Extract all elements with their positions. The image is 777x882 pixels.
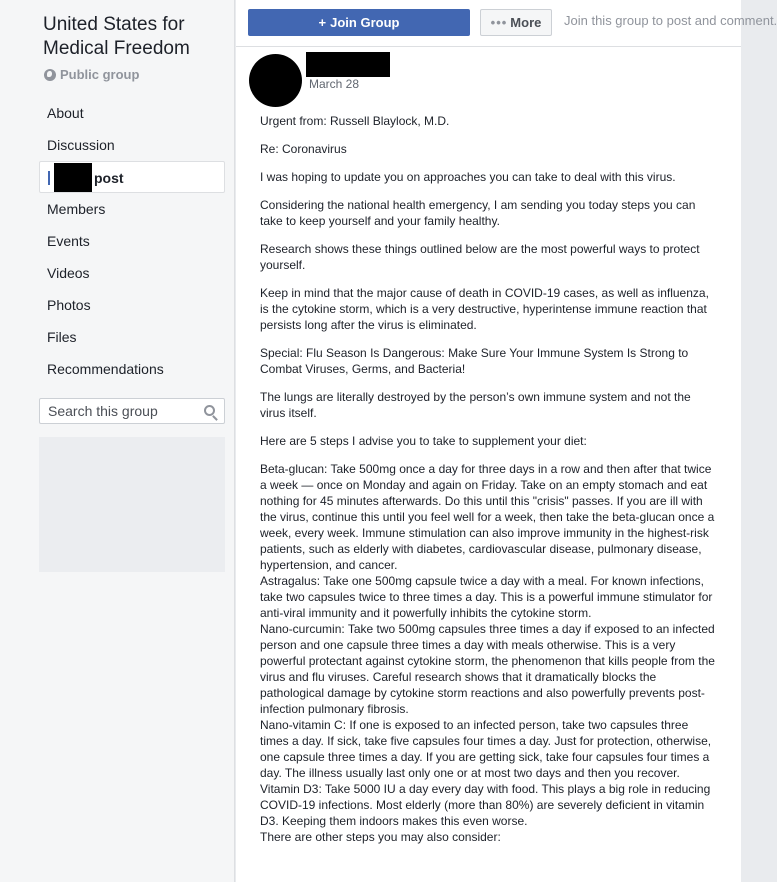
- post-step: Nano-curcumin: Take two 500mg capsules three times a day if exposed to an infected person and one capsule three times a day with meals otherwise. This is a very powerful protectant against cytokine storm, the phenomenon that kills people from the virus and flu viruses. Careful research shows that it dramatically blocks the pathological damage by cytokine storm reactions and also powerfully prevents post-infection pulmonary fibrosis.: [260, 622, 715, 716]
- nav-label: Files: [47, 329, 77, 345]
- group-nav: [39, 97, 225, 385]
- nav-item-members[interactable]: [39, 193, 225, 225]
- nav-label: Recommendations: [47, 361, 164, 377]
- author-avatar[interactable]: [249, 54, 302, 107]
- nav-item-videos[interactable]: [39, 257, 225, 289]
- post-step: There are other steps you may also consider:: [260, 830, 501, 844]
- plus-icon: +: [318, 15, 327, 30]
- nav-item-events[interactable]: [39, 225, 225, 257]
- post-paragraph: Keep in mind that the major cause of death in COVID-19 cases, as well as influenza, is the cytokine storm, which is a very destructive, hyperintense immune reaction that persists long after the virus is eliminated.: [260, 286, 709, 332]
- post-paragraph: Re: Coronavirus: [260, 142, 347, 156]
- group-sidebar: [0, 0, 235, 882]
- nav-label: Members: [47, 201, 106, 217]
- globe-icon: [44, 69, 56, 81]
- post-step: Vitamin D3: Take 5000 IU a day every day with food. This plays a big role in reducing COVID-19 infections. Most elderly (more than 80%) are severely deficient in vitamin D3. Keeping them indoors makes this even worse.: [260, 782, 711, 828]
- post-paragraph: I was hoping to update you on approaches you can take to deal with this virus.: [260, 170, 676, 184]
- nav-item-recommendations[interactable]: [39, 353, 225, 385]
- nav-label: Photos: [47, 297, 91, 313]
- group-search[interactable]: [39, 398, 225, 424]
- active-indicator: [48, 171, 50, 185]
- search-icon[interactable]: [204, 405, 215, 416]
- redaction-block: [54, 163, 92, 192]
- post-paragraph: Considering the national health emergency, I am sending you today steps you can take to keep yourself and your family healthy.: [260, 198, 696, 228]
- nav-item-about[interactable]: [39, 97, 225, 129]
- join-label: Join Group: [330, 15, 400, 30]
- nav-label: Discussion: [47, 137, 115, 153]
- group-name[interactable]: United States for Medical Freedom: [43, 14, 190, 59]
- nav-label: Events: [47, 233, 90, 249]
- post-paragraph: Here are 5 steps I advise you to take to supplement your diet:: [260, 434, 587, 448]
- nav-item-files[interactable]: [39, 321, 225, 353]
- more-label: More: [510, 15, 542, 30]
- nav-label: About: [47, 105, 84, 121]
- join-group-button[interactable]: [248, 9, 470, 36]
- nav-item-post[interactable]: [39, 161, 225, 193]
- author-name-redacted: [306, 52, 390, 77]
- nav-item-discussion[interactable]: [39, 129, 225, 161]
- post-paragraph: The lungs are literally destroyed by the person’s own immune system and not the virus itself.: [260, 390, 691, 420]
- post-paragraph: Research shows these things outlined below are the most powerful ways to protect yourself.: [260, 242, 700, 272]
- more-dots-icon: •••: [490, 15, 508, 30]
- more-button[interactable]: [480, 9, 552, 36]
- post-paragraph: Special: Flu Season Is Dangerous: Make Sure Your Immune System Is Strong to Combat Viruses, Germs, and Bacteria!: [260, 346, 689, 376]
- sidebar-placeholder-panel: [39, 437, 225, 572]
- privacy-label: Public group: [60, 67, 140, 82]
- group-action-bar: [236, 0, 777, 47]
- post-paragraph: Urgent from: Russell Blaylock, M.D.: [260, 114, 450, 128]
- search-input[interactable]: [48, 403, 198, 419]
- nav-item-photos[interactable]: [39, 289, 225, 321]
- nav-label: post: [94, 170, 124, 186]
- post-body: [260, 113, 718, 845]
- join-hint-text: Join this group to post and comment.: [564, 13, 777, 28]
- group-privacy: [44, 67, 139, 82]
- post-step: Astragalus: Take one 500mg capsule twice a day with a meal. For known infections, take two capsules twice to three times a day. This is a powerful immune stimulator for anti-viral immunity and it powerfully inhibits the cytokine storm.: [260, 574, 713, 620]
- post-timestamp[interactable]: March 28: [309, 77, 360, 91]
- group-post: [236, 47, 741, 882]
- post-step: Beta-glucan: Take 500mg once a day for three days in a row and then after that twice a week — once on Monday and again on Friday. Take on an empty stomach and eat nothing for 45 minutes afterwards. Do this until this "crisis" passes. If you are ill with the virus, continue this until you feel well for a week, then take the beta-glucan once a week, every week. Immune stimulation can also improve immunity in the highest-risk patients, such as elderly with diabetes, cardiovascular disease, pulmonary disease, hypertension, and cancer.: [260, 462, 715, 572]
- nav-label: Videos: [47, 265, 90, 281]
- post-step: Nano-vitamin C: If one is exposed to an infected person, take two capsules three times a day. If sick, take five capsules four times a day. Just for protection, otherwise, one capsule three times a day. If you are getting sick, take four capsules four times a day. The illness usually last only one or at most two days and then you recover.: [260, 718, 712, 780]
